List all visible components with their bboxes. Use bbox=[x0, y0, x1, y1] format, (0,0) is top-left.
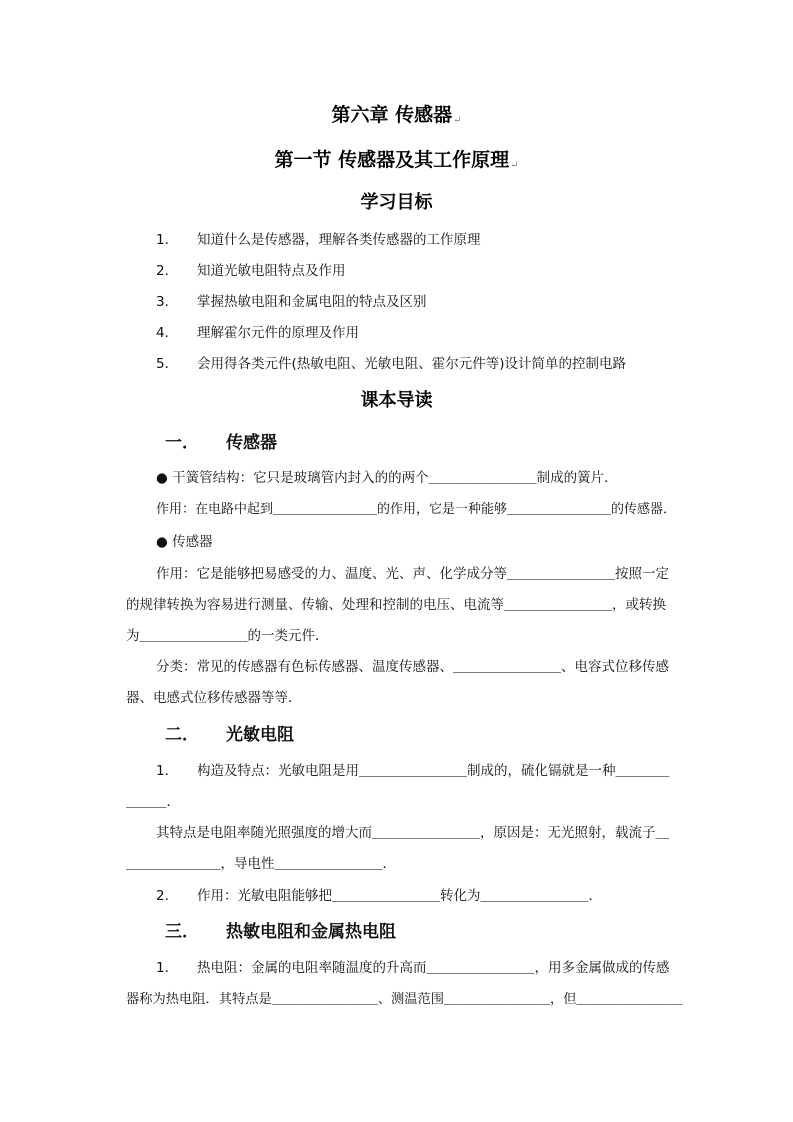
body-line: 1． 热电阻：金属的电阻率随温度的升高而＿＿＿＿＿＿＿＿，用多金属做成的传感 bbox=[156, 960, 670, 976]
section-heading-thermistor: 三． 热敏电阻和金属热电阻 bbox=[165, 922, 396, 942]
body-line: 1． 构造及特点：光敏电阻是用＿＿＿＿＿＿＿＿制成的，硫化镉就是一种＿＿＿＿ bbox=[156, 763, 670, 779]
body-line: ＿＿＿＿＿＿＿，导电性＿＿＿＿＿＿＿＿． bbox=[126, 856, 396, 872]
body-line: 器、电感式位移传感器等等． bbox=[126, 690, 302, 706]
body-line: 分类：常见的传感器有色标传感器、温度传感器、＿＿＿＿＿＿＿＿、电容式位移传感 bbox=[156, 659, 669, 675]
body-line: 器称为热电阻．其特点是＿＿＿＿＿＿＿＿、测温范围＿＿＿＿＿＿＿＿，但＿＿＿＿＿＿＿＿ bbox=[126, 992, 683, 1007]
body-line: 作用：它是能够把易感受的力、温度、光、声、化学成分等＿＿＿＿＿＿＿＿按照一定 bbox=[156, 566, 669, 582]
section-heading-sensor: 一． 传感器 bbox=[165, 433, 277, 453]
body-line: ● 传感器 bbox=[156, 534, 213, 550]
body-line: 2． 作用：光敏电阻能够把＿＿＿＿＿＿＿＿转化为＿＿＿＿＿＿＿＿． bbox=[156, 888, 602, 904]
body-line: 其特点是电阻率随光照强度的增大而＿＿＿＿＿＿＿＿，原因是：无光照射，载流子＿ bbox=[156, 825, 669, 841]
reading-heading: 课本导读 bbox=[360, 390, 433, 411]
section-heading-photoresistor: 二． 光敏电阻 bbox=[165, 725, 294, 745]
paragraph-mark-icon: ↵ bbox=[510, 160, 519, 171]
body-line: 作用：在电路中起到＿＿＿＿＿＿＿＿的作用，它是一种能够＿＿＿＿＿＿＿＿的传感器． bbox=[156, 502, 677, 517]
goal-item: 1． 知道什么是传感器，理解各类传感器的工作原理 bbox=[156, 232, 481, 248]
body-line: 的规律转换为容易进行测量、传输、处理和控制的电压、电流等＿＿＿＿＿＿＿＿，或转换 bbox=[126, 597, 666, 613]
goal-item: 2． 知道光敏电阻特点及作用 bbox=[156, 263, 346, 279]
body-line: ＿＿＿． bbox=[126, 794, 180, 810]
body-line: 为＿＿＿＿＿＿＿＿的一类元件． bbox=[126, 628, 329, 644]
goals-heading: 学习目标 bbox=[360, 192, 433, 213]
goal-item: 5． 会用得各类元件(热敏电阻、光敏电阻、霍尔元件等)设计简单的控制电路 bbox=[156, 356, 627, 372]
section-title: 第一节 传感器及其工作原理↵ bbox=[274, 149, 519, 171]
goal-item: 4． 理解霍尔元件的原理及作用 bbox=[156, 325, 359, 341]
chapter-title: 第六章 传感器↵ bbox=[331, 104, 462, 126]
goal-item: 3． 掌握热敏电阻和金属电阻的特点及区别 bbox=[156, 294, 427, 310]
body-line: ● 干簧管结构：它只是玻璃管内封入的的两个＿＿＿＿＿＿＿＿制成的簧片． bbox=[156, 470, 618, 486]
paragraph-mark-icon: ↵ bbox=[453, 115, 462, 126]
